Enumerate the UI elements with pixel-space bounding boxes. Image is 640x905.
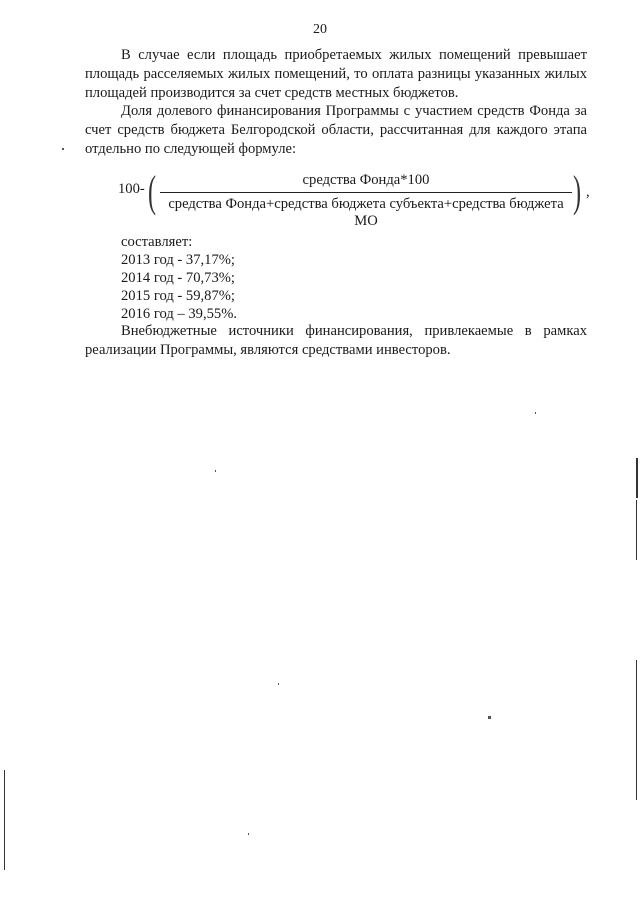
list-item: 2013 год - 37,17%; [121, 252, 235, 268]
page-number: 20 [313, 22, 327, 37]
scan-speck [248, 833, 249, 835]
scan-edge-line [636, 500, 637, 560]
formula [118, 167, 590, 229]
paragraph-financing-share: Доля долевого финансирования Программы с участием средств Фонда за счет средств бюджета Белгородской области, рассчитанная для каждого этапа отдельно по следующей формуле: [85, 103, 587, 157]
formula-numerator: средства Фонда*100 [302, 172, 430, 188]
scan-speck [535, 412, 536, 414]
percentage-list [121, 233, 237, 323]
scan-edge-line [636, 458, 638, 498]
formula-fraction-bar [160, 192, 572, 193]
formula-lead: 100- [118, 181, 145, 197]
formula-left-paren: ( [148, 167, 157, 216]
list-item: 2014 год - 70,73%; [121, 270, 235, 286]
scan-speck [62, 148, 64, 150]
scan-speck [488, 716, 491, 719]
list-item: 2016 год – 39,55%. [121, 306, 237, 322]
list-intro: составляет: [121, 234, 193, 250]
scan-edge-line [636, 660, 637, 800]
scan-speck [278, 683, 279, 685]
paragraph-extrabudgetary: Внебюджетные источники финансирования, привлекаемые в рамках реализации Программы, являются средствами инвесторов. [85, 323, 587, 358]
scan-edge-line [4, 770, 5, 870]
formula-denominator: средства Фонда+средства бюджета субъекта+средства бюджета МО [168, 196, 564, 229]
formula-right-paren: ) [573, 167, 582, 216]
paragraph-area-excess: В случае если площадь приобретаемых жилых помещений превышает площадь расселяемых жилых помещений, то оплата разницы указанных жилых площадей производится за счет средств местных бюджетов. [85, 47, 587, 101]
scan-speck [215, 470, 216, 472]
formula-comma: , [586, 184, 590, 200]
list-item: 2015 год - 59,87%; [121, 288, 235, 304]
